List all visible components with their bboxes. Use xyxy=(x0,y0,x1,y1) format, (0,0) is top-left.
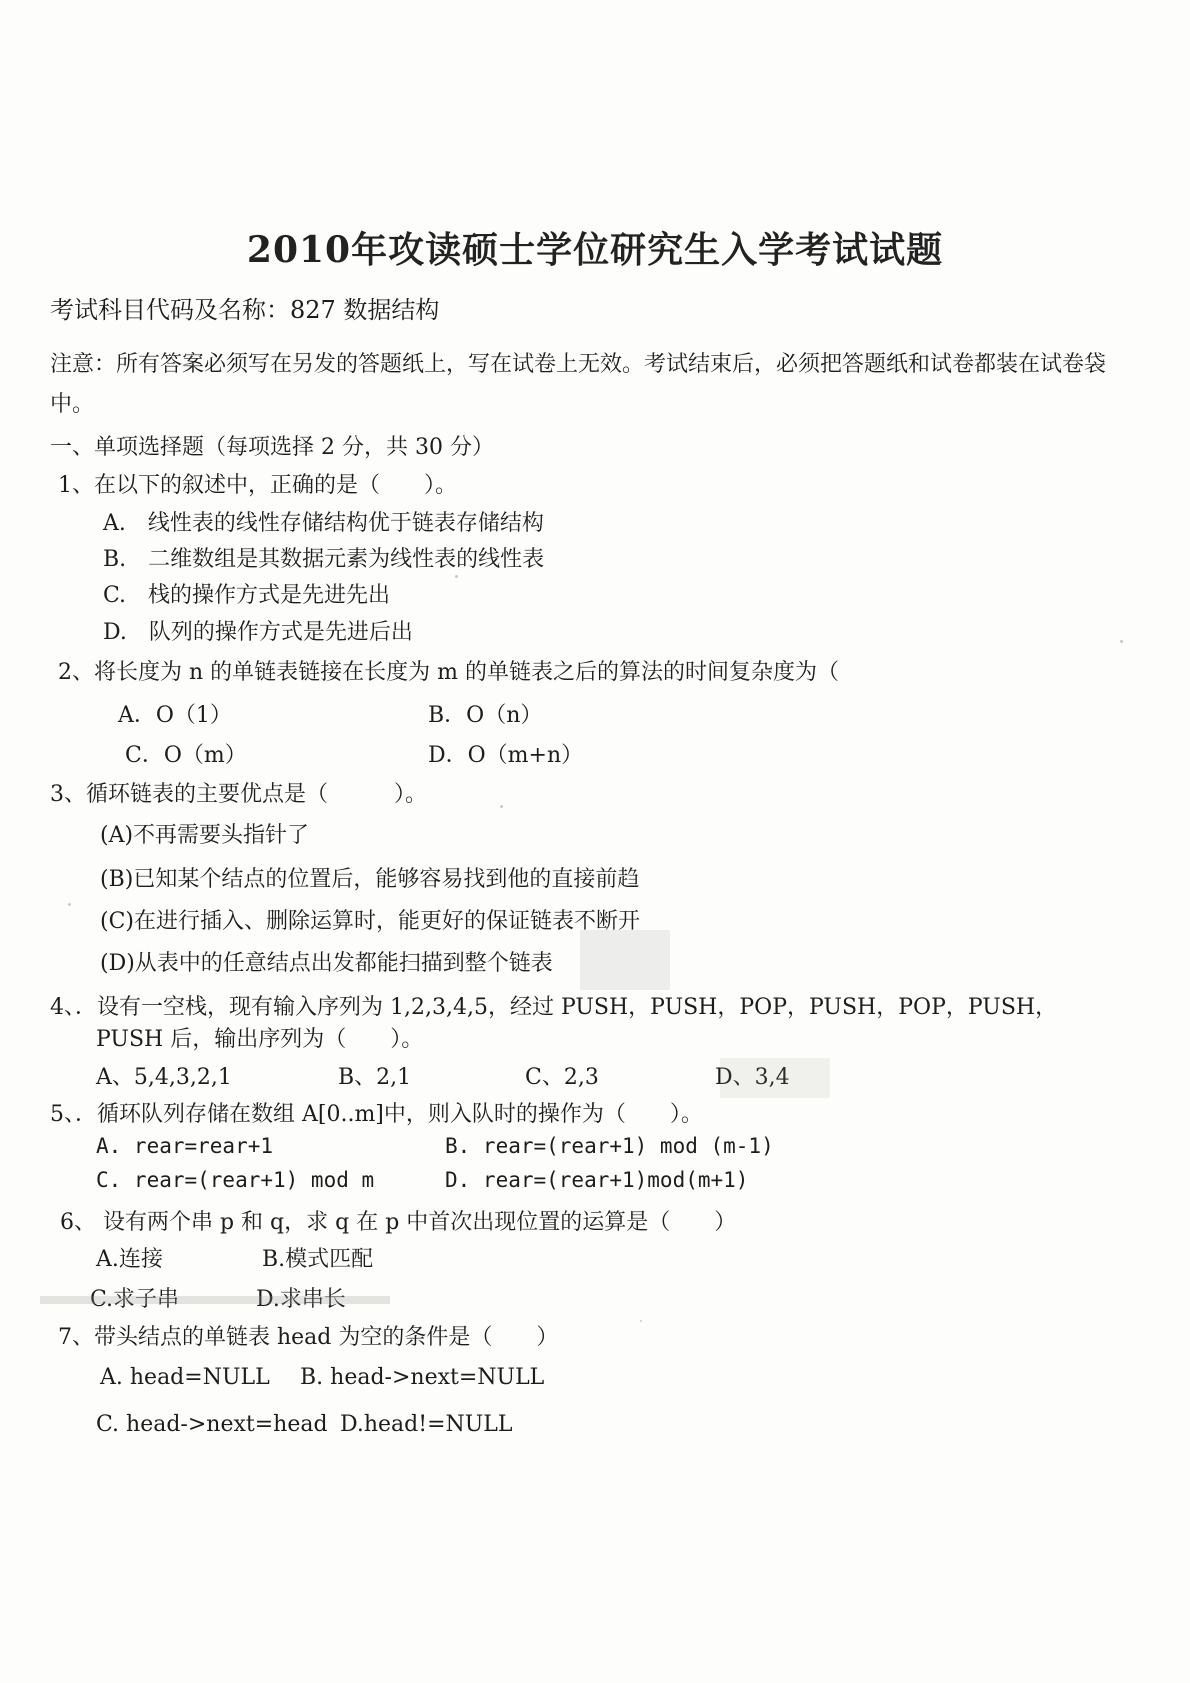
scan-speck xyxy=(1120,640,1123,643)
question-5-stem: 5、．循环队列存储在数组 A[0..m]中，则入队时的操作为（ ）。 xyxy=(50,1102,703,1127)
scan-speck xyxy=(455,575,458,578)
question-6-option-c: C.求子串 xyxy=(90,1287,180,1312)
subject-line: 考试科目代码及名称：827 数据结构 xyxy=(50,296,440,324)
scan-speck xyxy=(640,1320,642,1322)
question-7-option-c: C. head->next=head xyxy=(96,1412,328,1437)
question-1-option-b: B. 二维数组是其数据元素为线性表的线性表 xyxy=(103,547,545,572)
question-2-option-d: D．O（m+n） xyxy=(428,743,584,768)
question-7-option-d: D.head!=NULL xyxy=(340,1412,513,1437)
question-7-stem: 7、带头结点的单链表 head 为空的条件是（ ） xyxy=(58,1325,559,1350)
question-3-stem: 3、循环链表的主要优点是（ ）。 xyxy=(50,782,427,807)
exam-title: 2010年攻读硕士学位研究生入学考试试题 xyxy=(246,229,944,271)
question-1-option-c: C. 栈的操作方式是先进先出 xyxy=(103,583,391,608)
question-2-option-c: C．O（m） xyxy=(125,743,247,768)
scan-speck xyxy=(500,805,503,808)
question-3-option-b: (B)已知某个结点的位置后，能够容易找到他的直接前趋 xyxy=(100,867,640,892)
question-3-option-c: (C)在进行插入、删除运算时，能更好的保证链表不断开 xyxy=(100,909,641,934)
question-6-option-d: D.求串长 xyxy=(256,1287,346,1312)
question-4-stem-line1: 4、．设有一空栈，现有输入序列为 1,2,3,4,5，经过 PUSH，PUSH，POP，PUSH，POP，PUSH， xyxy=(50,995,1058,1020)
question-1-option-d: D. 队列的操作方式是先进后出 xyxy=(103,620,413,645)
question-4-option-d: D、3,4 xyxy=(715,1065,790,1090)
question-4-stem-line2: PUSH 后，输出序列为（ ）。 xyxy=(96,1027,424,1052)
question-6-option-b: B.模式匹配 xyxy=(262,1247,374,1272)
question-4-option-a: A、5,4,3,2,1 xyxy=(96,1065,232,1090)
section-heading: 一、单项选择题（每项选择 2 分，共 30 分） xyxy=(50,435,494,460)
question-5-option-a: A. rear=rear+1 xyxy=(96,1134,274,1158)
question-6-stem: 6、 设有两个串 p 和 q，求 q 在 p 中首次出现位置的运算是（ ） xyxy=(60,1210,737,1235)
question-7-option-a: A. head=NULL xyxy=(100,1365,270,1390)
question-7-option-b: B. head->next=NULL xyxy=(300,1365,545,1390)
question-5-option-c: C. rear=(rear+1) mod m xyxy=(96,1168,375,1192)
notice-text: 注意：所有答案必须写在另发的答题纸上，写在试卷上无效。考试结束后，必须把答题纸和试卷都装在试卷袋中。 xyxy=(50,352,1107,417)
question-3-option-a: (A)不再需要头指针了 xyxy=(100,823,310,848)
question-6-option-a: A.连接 xyxy=(96,1247,163,1272)
question-2-stem: 2、将长度为 n 的单链表链接在长度为 m 的单链表之后的算法的时间复杂度为（ xyxy=(58,660,840,685)
question-5-option-d: D. rear=(rear+1)mod(m+1) xyxy=(445,1168,749,1192)
question-4-option-c: C、2,3 xyxy=(525,1065,599,1090)
question-1-stem: 1、在以下的叙述中，正确的是（ ）。 xyxy=(58,473,457,498)
scan-smudge xyxy=(40,1296,390,1304)
scan-smudge xyxy=(720,1058,830,1098)
question-1-option-a: A. 线性表的线性存储结构优于链表存储结构 xyxy=(103,511,544,536)
question-3-option-d: (D)从表中的任意结点出发都能扫描到整个链表 xyxy=(100,951,553,976)
question-5-option-b: B. rear=(rear+1) mod (m-1) xyxy=(445,1134,774,1158)
scan-speck xyxy=(68,903,71,906)
question-2-option-b: B．O（n） xyxy=(428,703,543,728)
scan-smudge xyxy=(580,930,670,990)
question-4-option-b: B、2,1 xyxy=(338,1065,412,1090)
question-2-option-a: A．O（1） xyxy=(118,703,232,728)
